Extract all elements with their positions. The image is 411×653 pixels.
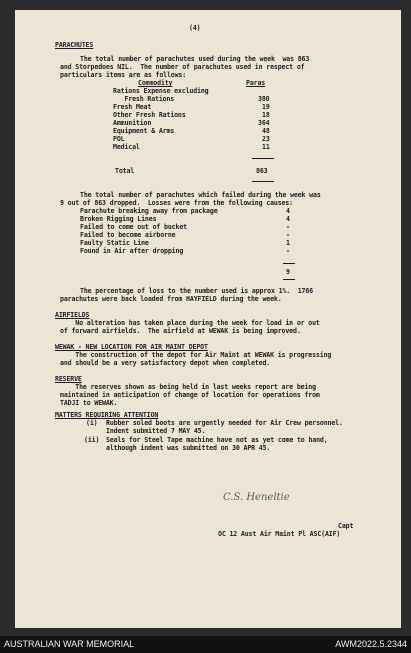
commodity-row: Equipment & Arms (113, 127, 175, 135)
matters-item-num: (ii) (84, 436, 100, 444)
sum-rule (252, 158, 274, 159)
signature-rank: Capt (338, 522, 354, 530)
failed-text-2: 9 out of 863 dropped. Losses were from the following causes: (60, 199, 294, 207)
paras-value: 48 (262, 127, 270, 135)
paras-value: 380 (258, 95, 270, 103)
reserve-heading: RESERVE (55, 375, 82, 383)
parachutes-heading: PARACHUTES (55, 41, 94, 49)
wewak-heading: WEWAK - NEW LOCATION FOR AIR MAINT DEPOT (55, 343, 208, 351)
footer-accession: AWM2022.5.2344 (335, 639, 407, 649)
cause-value: 4 (286, 215, 290, 223)
commodity-row: POL (113, 135, 125, 143)
cause-row: Broken Rigging Lines (80, 215, 157, 223)
paras-value: 18 (262, 111, 270, 119)
parachutes-intro-2: and Storpedoes NIL. The number of parachutes used in respect of (60, 63, 305, 71)
commodity-header: Commodity (138, 79, 173, 87)
reserve-line: TADJI to WEWAK. (60, 399, 118, 407)
paras-value: 19 (262, 103, 270, 111)
reserve-line: The reserves shown as being held in last weeks report are being (60, 383, 316, 391)
airfields-line: of forward airfields. The airfield at WEWAK is being improved. (60, 327, 301, 335)
wewak-line: The construction of the depot for Air Maint at WEWAK is progressing (60, 351, 332, 359)
total-value: 863 (256, 167, 268, 175)
cause-row: Found in Air after dropping (80, 247, 184, 255)
matters-item-num: (i) (86, 419, 98, 427)
footer-bar (0, 636, 411, 653)
cause-value: - (286, 247, 290, 255)
commodity-row: Medical (113, 143, 140, 151)
handwritten-signature: C.S. Heneltie (223, 492, 290, 503)
percentage-text-2: parachutes were back loaded from HAYFIELD during the week. (60, 295, 282, 303)
total-label: Total (115, 167, 135, 175)
commodity-row: Other Fresh Rations (113, 111, 186, 119)
failed-text-1: The total number of parachutes which failed during the week was (80, 191, 321, 199)
matters-item-line: Seals for Steel Tape machine have not as yet come to hand, (106, 436, 328, 444)
cause-row: Faulty Static Line (80, 239, 149, 247)
commodity-row: Ammunition (113, 119, 152, 127)
causes-rule (283, 263, 295, 264)
total-rule (252, 181, 274, 182)
page-number: (4) (189, 24, 201, 32)
cause-value: 1 (286, 239, 290, 247)
commodity-row: Fresh Rations (113, 95, 175, 103)
causes-total: 9 (286, 268, 290, 276)
matters-item-line: Indent submitted 7 MAY 45. (106, 427, 206, 435)
matters-item-line: Rubber soled boots are urgently needed for Air Crew personnel. (106, 419, 343, 427)
matters-heading: MATTERS REQUIRING ATTENTION (55, 411, 159, 419)
cause-row: Failed to become airborne (80, 231, 176, 239)
cause-row: Parachute breaking away from package (80, 207, 218, 215)
cause-value: - (286, 223, 290, 231)
airfields-heading: AIRFIELDS (55, 311, 90, 319)
paras-value: 11 (262, 143, 270, 151)
commodity-row: Fresh Meat (113, 103, 152, 111)
paras-value: 23 (262, 135, 270, 143)
wewak-line: and should be a very satisfactory depot when completed. (60, 359, 271, 367)
cause-value: - (286, 231, 290, 239)
commodity-row: Rations Expense excluding (113, 87, 209, 95)
airfields-line: No alteration has taken place during the week for load in or out (60, 319, 320, 327)
paras-header: Paras (246, 79, 266, 87)
percentage-text-1: The percentage of loss to the number used is approx 1%. 1766 (80, 287, 314, 295)
causes-total-rule (283, 279, 295, 280)
footer-institution: AUSTRALIAN WAR MEMORIAL (4, 639, 135, 649)
cause-row: Failed to come out of bucket (80, 223, 187, 231)
paras-value: 364 (258, 119, 270, 127)
signature-unit: OC 12 Aust Air Maint Pl ASC(AIF) (218, 530, 341, 538)
matters-item-line: although indent was submitted on 30 APR 45. (106, 444, 271, 452)
parachutes-intro-3: particulars items are as follows: (60, 71, 187, 79)
cause-value: 4 (286, 207, 290, 215)
reserve-line: maintained in anticipation of change of location for operations from (60, 391, 320, 399)
parachutes-intro-1: The total number of parachutes used during the week was 863 (80, 55, 310, 63)
